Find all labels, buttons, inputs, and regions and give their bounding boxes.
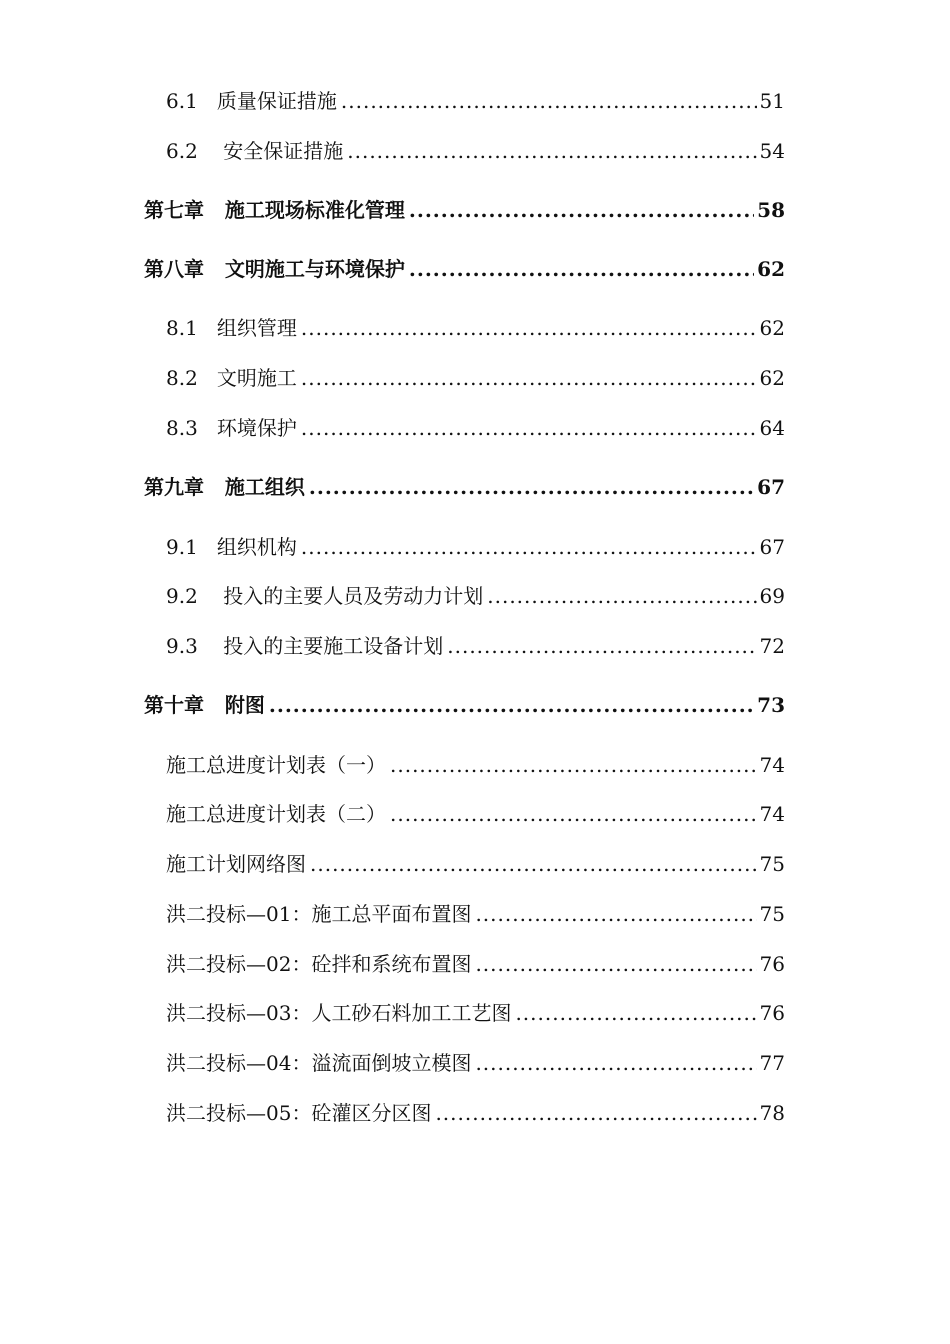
toc-entry-label: 第七章 施工现场标准化管理 <box>144 198 405 222</box>
toc-entry-label: 洪二投标—03：人工砂石料加工工艺图 <box>166 1001 512 1025</box>
dot-leader <box>341 88 757 114</box>
toc-entry-6-2[interactable] <box>166 138 785 164</box>
toc-entry-drawing-02[interactable] <box>166 951 785 977</box>
toc-entry-6-1[interactable] <box>166 88 785 114</box>
toc-entry-label: 6.2 安全保证措施 <box>166 139 344 163</box>
toc-entry-8-1[interactable] <box>166 315 785 341</box>
toc-entry-label: 8.3 环境保护 <box>166 416 297 440</box>
toc-entry-page: 72 <box>759 634 785 658</box>
toc-entry-label: 8.1 组织管理 <box>166 316 297 340</box>
dot-leader <box>347 138 756 164</box>
toc-entry-page: 54 <box>759 139 785 163</box>
toc-entry-schedule-1[interactable] <box>166 752 785 778</box>
toc-entry-page: 75 <box>759 902 785 926</box>
toc-chapter-8[interactable] <box>144 256 785 282</box>
toc-entry-drawing-04[interactable] <box>166 1050 785 1076</box>
toc-entry-label: 第九章 施工组织 <box>144 475 305 499</box>
toc-entry-9-3[interactable] <box>166 633 785 659</box>
toc-entry-schedule-2[interactable] <box>166 801 785 827</box>
dot-leader <box>301 315 757 341</box>
toc-chapter-7[interactable] <box>144 197 785 223</box>
toc-entry-label: 6.1 质量保证措施 <box>166 89 337 113</box>
toc-entry-page: 74 <box>759 802 785 826</box>
toc-entry-label: 施工计划网络图 <box>166 852 306 876</box>
toc-entry-page: 76 <box>759 952 785 976</box>
dot-leader <box>301 365 757 391</box>
dot-leader <box>269 692 754 718</box>
toc-entry-drawing-03[interactable] <box>166 1000 785 1026</box>
toc-entry-page: 74 <box>759 753 785 777</box>
toc-chapter-10[interactable] <box>144 692 785 718</box>
toc-entry-label: 施工总进度计划表（二） <box>166 802 386 826</box>
toc-entry-page: 58 <box>757 198 785 222</box>
dot-leader <box>475 1050 756 1076</box>
toc-entry-label: 第八章 文明施工与环境保护 <box>144 257 405 281</box>
toc-entry-page: 62 <box>757 257 785 281</box>
toc-entry-drawing-01[interactable] <box>166 901 785 927</box>
dot-leader <box>447 633 756 659</box>
toc-entry-page: 69 <box>759 584 785 608</box>
dot-leader <box>475 901 756 927</box>
toc-entry-page: 75 <box>759 852 785 876</box>
toc-entry-8-2[interactable] <box>166 365 785 391</box>
dot-leader <box>487 583 756 609</box>
toc-entry-9-1[interactable] <box>166 534 785 560</box>
toc-entry-page: 76 <box>759 1001 785 1025</box>
toc-entry-page: 62 <box>759 316 785 340</box>
toc-entry-label: 洪二投标—05：砼灌区分区图 <box>166 1101 432 1125</box>
toc-entry-page: 62 <box>759 366 785 390</box>
toc-entry-page: 67 <box>757 475 785 499</box>
toc-entry-page: 77 <box>759 1051 785 1075</box>
toc-entry-9-2[interactable] <box>166 583 785 609</box>
toc-entry-label: 9.3 投入的主要施工设备计划 <box>166 634 444 658</box>
toc-entry-page: 51 <box>759 89 785 113</box>
dot-leader <box>475 951 756 977</box>
toc-entry-label: 9.1 组织机构 <box>166 535 297 559</box>
toc-entry-drawing-05[interactable] <box>166 1100 785 1126</box>
dot-leader <box>301 415 757 441</box>
toc-entry-8-3[interactable] <box>166 415 785 441</box>
dot-leader <box>390 752 757 778</box>
toc-entry-label: 第十章 附图 <box>144 693 265 717</box>
toc-entry-page: 78 <box>759 1101 785 1125</box>
dot-leader <box>409 197 754 223</box>
toc-entry-label: 洪二投标—01：施工总平面布置图 <box>166 902 472 926</box>
dot-leader <box>309 474 754 500</box>
toc-entry-label: 洪二投标—02：砼拌和系统布置图 <box>166 952 472 976</box>
dot-leader <box>310 851 757 877</box>
toc-entry-label: 8.2 文明施工 <box>166 366 297 390</box>
toc-chapter-9[interactable] <box>144 474 785 500</box>
toc-entry-label: 施工总进度计划表（一） <box>166 753 386 777</box>
dot-leader <box>435 1100 756 1126</box>
toc-entry-network-diagram[interactable] <box>166 851 785 877</box>
toc-entry-label: 洪二投标—04：溢流面倒坡立模图 <box>166 1051 472 1075</box>
dot-leader <box>515 1000 756 1026</box>
dot-leader <box>301 534 757 560</box>
dot-leader <box>409 256 754 282</box>
toc-entry-page: 73 <box>757 693 785 717</box>
toc-entry-page: 64 <box>759 416 785 440</box>
dot-leader <box>390 801 757 827</box>
toc-entry-page: 67 <box>759 535 785 559</box>
toc-entry-label: 9.2 投入的主要人员及劳动力计划 <box>166 584 484 608</box>
